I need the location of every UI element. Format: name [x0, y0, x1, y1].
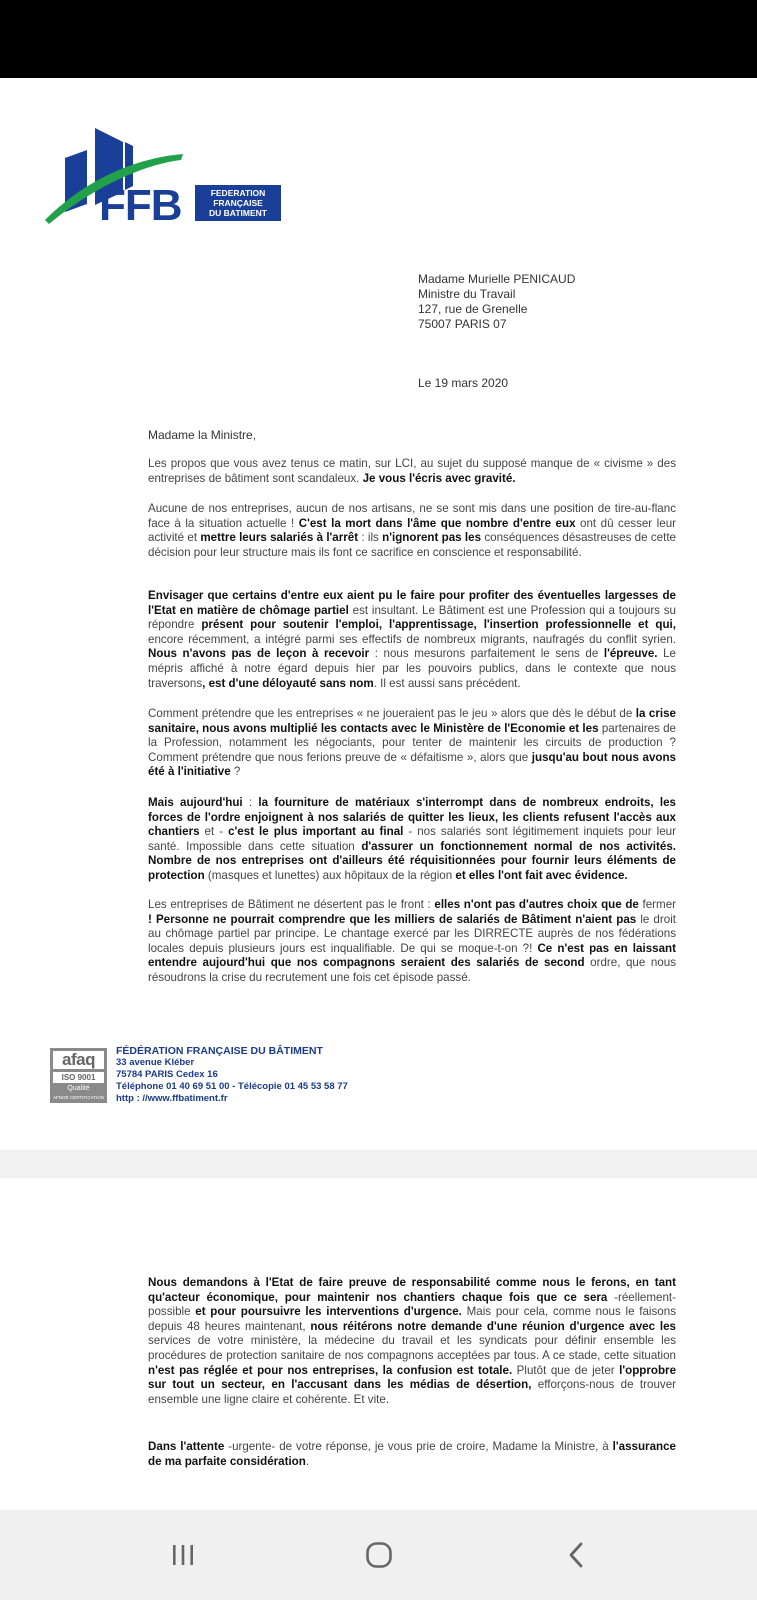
text-run: et pour poursuivre les interventions d'urgence. [195, 1305, 462, 1319]
text-run: le droit au chômage partiel par principe. Le chantage exercé par les DIRRECTE auprès de nos fédérations locales depuis plusieurs jours est inqualifiable. De qui se moque-t-on ?! [148, 912, 676, 955]
text-run: c'est le plus important au final [228, 825, 404, 839]
text-run: n'ignorent pas les [382, 531, 482, 545]
text-run: est insultant. Le Bâtiment est une Profession qui a toujours su répondre [148, 603, 677, 632]
text-run: et elles l'ont fait avec évidence. [455, 868, 628, 882]
letter-date: Le 19 mars 2020 [418, 376, 509, 390]
text-run: la fourniture de matériaux s'interrompt dans de nombreux endroits, les forces de l'ordre enjoignent à nos salariés de quitter les lieux, les clients refusent l'accès aux chantiers [148, 796, 676, 839]
text-run: , est d'une déloyauté sans nom [202, 676, 374, 690]
text-run: ordre, que nous résoudrons la crise du recrutement une fois cet épisode passé. [148, 956, 677, 984]
text-run: ? [230, 765, 241, 779]
afaq-cert: AFNOR CERTIFICATION [52, 1095, 105, 1100]
text-run: Les propos que vous avez tenus ce matin, sur LCI, au sujet du supposé manque de « civisme » des entreprises de bâtiment sont scandaleux. [148, 457, 676, 485]
text-run: nous réitérons notre demande d'une réunion d'urgence avec les [310, 1319, 676, 1333]
text-run: ! Personne ne pourrait comprendre que les milliers de salariés de Bâtiment n'aient pas [148, 912, 637, 926]
recipient-title: Ministre du Travail [418, 287, 516, 301]
afaq-iso: ISO 9001 [53, 1072, 104, 1083]
letter-footer [50, 1045, 390, 1105]
text-run: mettre leurs salariés à l'arrêt [200, 531, 359, 545]
salutation: Madame la Ministre, [148, 428, 257, 442]
text-run: fermer [638, 898, 677, 911]
text-run: n'est pas réglée et pour nos entreprises, la confusion est totale. [148, 1363, 513, 1377]
text-run: Nous n'avons pas de leçon à recevoir [148, 647, 370, 661]
text-run: services de votre ministère, la médecine du travail et les syndicats pour définir ensemble les procédures de protection sanitaire de nos compagnons acceptées par tous. A ce stade, cette situation [148, 1334, 676, 1362]
text-run: d'assurer un fonctionnement normal de nos activités. Nombre de nos entreprises ont d'ailleurs été réquisitionnées pour fournir leurs éléments de protection [148, 839, 677, 882]
text-run: - nos salariés sont légitimement inquiets pour leur santé. Impossible dans cette situation [148, 825, 676, 853]
text-run: : ils [358, 531, 383, 545]
text-run: : nous mesurons parfaitement le sens de [369, 647, 604, 661]
status-bar [0, 0, 757, 78]
text-run: -réellement- possible [148, 1290, 676, 1319]
footer-street: 33 avenue Kléber [116, 1057, 195, 1068]
logo-line-3: DU BATIMENT [209, 208, 267, 218]
recipient-city: 75007 PARIS 07 [418, 317, 507, 331]
logo-acronym: FFB [99, 181, 182, 230]
text-run: . [305, 1454, 310, 1468]
paragraph-3 [148, 589, 676, 691]
recipient-name: Madame Murielle PENICAUD [418, 272, 576, 286]
text-run: Je vous l'écris avec gravité. [362, 471, 516, 485]
text-run: Envisager que certains d'entre eux aient pu le faire pour profiter des éventuelles largesses de l'Etat en matière de chômage partiel [148, 589, 676, 617]
text-run: l'assurance de ma parfaite considération [148, 1440, 676, 1468]
paragraph-2 [148, 502, 676, 560]
footer-contact [116, 1045, 348, 1105]
text-run: Mais aujourd'hui [148, 796, 243, 809]
text-run: : [242, 796, 259, 809]
text-run: ont dû cesser leur activité et [148, 516, 676, 545]
logo-line-2: FRANÇAISE [213, 198, 263, 208]
text-run: encore récemment, a intégré parmi ses effectifs de nombreux migrants, naufragés du conflit syrien. [148, 632, 676, 646]
text-run: elles n'ont pas d'autres choix que de [434, 898, 639, 911]
paragraph-4 [148, 707, 676, 780]
paragraph-5 [148, 796, 676, 884]
text-run: conséquences désastreuses de cette décision pour leur structure mais ils font ce sacrifice en conscience et responsabilité. [148, 531, 676, 559]
page-separator [0, 1150, 757, 1178]
text-run: Mais pour cela, comme nous le faisons depuis 48 heures maintenant, [148, 1305, 676, 1333]
text-run: présent pour soutenir l'emploi, l'apprentissage, l'insertion professionnelle et qui, [201, 618, 677, 632]
text-run: l'opprobre sur tout un secteur, en l'accusant dans les médias de désertion, [148, 1363, 677, 1392]
text-run: (masques et lunettes) aux hôpitaux de la région [204, 868, 456, 882]
text-run: Aucune de nos entreprises, aucun de nos artisans, ne se sont mis dans une position de tire-au-flanc face à la situation actuelle ! [148, 502, 676, 530]
footer-phone: Téléphone 01 40 69 51 00 - Télécopie 01 45 53 58 77 [116, 1081, 348, 1092]
paragraph-6 [148, 898, 676, 986]
paragraph-1 [148, 457, 676, 486]
text-run: Le mépris affiché à notre égard depuis hier par les pouvoirs publics, dans le contexte que nous traversons [148, 647, 677, 690]
recent-apps-icon[interactable] [168, 1540, 198, 1570]
text-run: Comment prétendre que les entreprises « ne joueraient pas le jeu » alors que dès le début de [148, 707, 636, 720]
back-icon[interactable] [562, 1540, 592, 1570]
footer-web: http : //www.ffbatiment.fr [116, 1093, 228, 1104]
text-run: C'est la mort dans l'âme que nombre d'entre eux [298, 516, 576, 530]
text-run: Nous demandons à l'Etat de faire preuve de responsabilité comme nous le ferons, en tant qu'acteur économique, pour maintenir nos chantiers chaque fois que ce sera [148, 1276, 676, 1304]
logo-line-1: FEDERATION [210, 188, 266, 198]
text-run: Ce n'est pas en laissant entendre aujourd'hui que nos compagnons seraient des salariés de second [148, 941, 676, 970]
text-run: Plutôt que de jeter [512, 1363, 620, 1377]
text-run: la crise sanitaire, nous avons multiplié les contacts avec le Ministère de l'Economie et les [148, 707, 676, 735]
text-run: -urgente- de votre réponse, je vous prie de croire, Madame la Ministre, à [224, 1440, 613, 1453]
afaq-wordmark: afaq [53, 1051, 104, 1069]
paragraph-8 [148, 1440, 676, 1469]
footer-org-name: FÉDÉRATION FRANÇAISE DU BÂTIMENT [116, 1045, 323, 1057]
text-run: Dans l'attente [148, 1440, 225, 1453]
paragraph-7 [148, 1276, 676, 1407]
ffb-logo [45, 120, 290, 230]
text-run: . Il est aussi sans précédent. [373, 676, 521, 690]
afaq-quality: Qualité [67, 1085, 90, 1092]
text-run: jusqu'au bout nous avons été à l'initiative [148, 750, 676, 779]
recipient-street: 127, rue de Grenelle [418, 302, 528, 316]
home-icon[interactable] [364, 1540, 394, 1570]
text-run: efforçons-nous de trouver ensemble une ligne claire et cohérente. Et vite. [148, 1378, 677, 1406]
text-run: et - [199, 825, 229, 839]
text-run: Les entreprises de Bâtiment ne désertent pas le front : [148, 898, 435, 911]
recipient-address [418, 272, 575, 332]
footer-city: 75784 PARIS Cedex 16 [116, 1069, 218, 1080]
text-run: l'épreuve. [603, 647, 658, 661]
text-run: partenaires de la Profession, notamment les négociants, pour tenter de maintenir les circuits de production ? Comment prétendre que nous ferions preuve de « défaitisme », alors que [148, 721, 677, 764]
afaq-logo [50, 1048, 107, 1103]
